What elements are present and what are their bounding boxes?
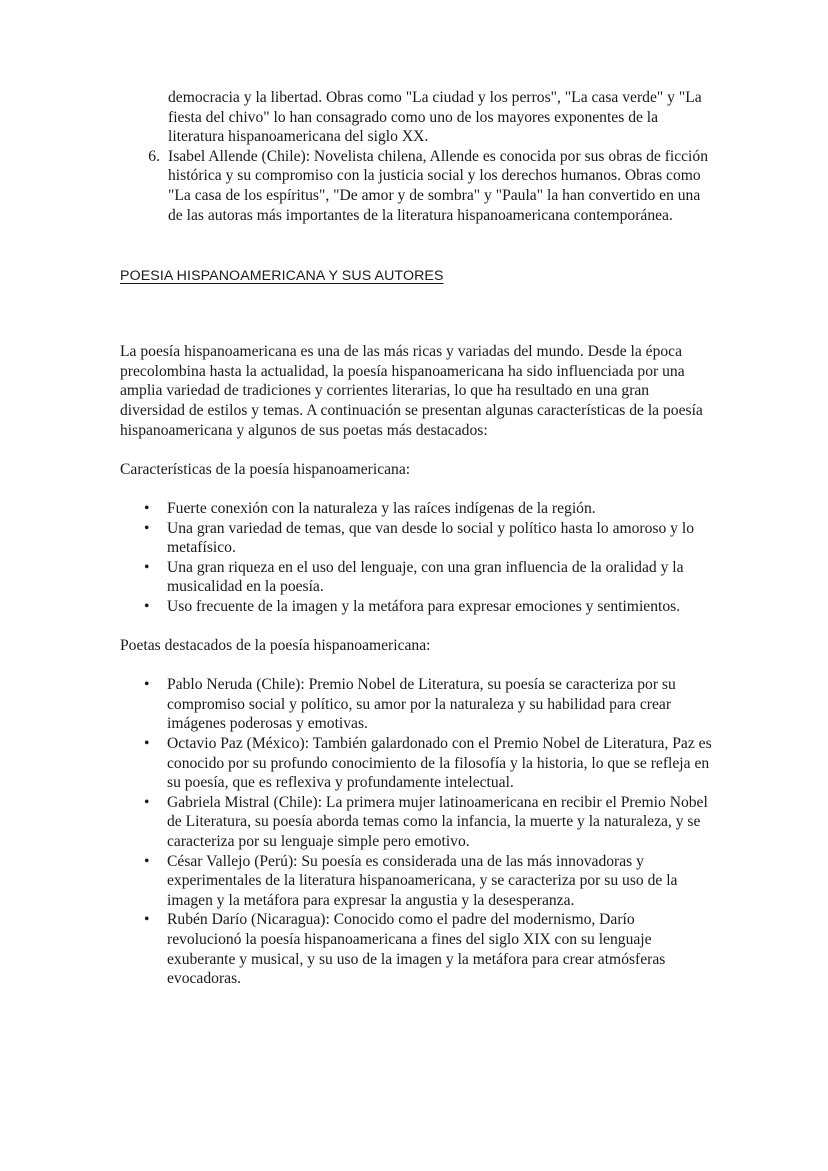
bullet-icon: • <box>144 597 150 615</box>
characteristics-list <box>120 499 712 617</box>
list-item-text: Rubén Darío (Nicaragua): Conocido como el padre del modernismo, Darío revolucionó la poesía hispanoamericana a fines del siglo XIX con su lenguaje exuberante y musical, y su uso de la imagen y la metáfora para crear atmósferas evocadoras. <box>167 911 666 988</box>
list-item-text: Uso frecuente de la imagen y la metáfora para expresar emociones y sentimientos. <box>167 597 681 615</box>
poets-list <box>120 675 712 989</box>
poets-lead: Poetas destacados de la poesía hispanoamericana: <box>120 637 431 655</box>
list-item <box>120 519 712 558</box>
section-heading-block <box>120 267 712 286</box>
bullet-icon: • <box>144 558 150 576</box>
list-item-text: Fuerte conexión con la naturaleza y las raíces indígenas de la región. <box>167 499 596 517</box>
list-item-text: Octavio Paz (México): También galardonado con el Premio Nobel de Literatura, Paz es conocido por su profundo conocimiento de la filosofía y la historia, lo que se refleja en su poesía, que es reflexiva y profundamente intelectual. <box>167 735 712 792</box>
list-item-text: Una gran variedad de temas, que van desde lo social y político hasta lo amoroso y lo metafísico. <box>167 519 695 557</box>
numbered-list <box>120 147 712 225</box>
bullet-icon: • <box>144 499 150 517</box>
characteristics-lead: Características de la poesía hispanoamericana: <box>120 460 411 478</box>
list-item <box>120 558 712 597</box>
continued-paragraph: democracia y la libertad. Obras como "La ciudad y los perros", "La casa verde" y "La fiesta del chivo" lo han consagrado como uno de los mayores exponentes de la literatura hispanoamericana del siglo XX. <box>168 89 702 146</box>
list-item-text: César Vallejo (Perú): Su poesía es considerada una de las más innovadoras y experimentales de la literatura hispanoamericana, y se caracteriza por su uso de la imagen y la metáfora para expresar la angustia y la desesperanza. <box>167 852 678 909</box>
page-title: POESIA HISPANOAMERICANA Y SUS AUTORES <box>120 268 444 285</box>
list-item-marker: 6. <box>148 147 160 165</box>
list-item <box>120 793 712 852</box>
list-item <box>120 597 712 617</box>
bullet-icon: • <box>144 676 150 694</box>
list-item-text: Gabriela Mistral (Chile): La primera mujer latinoamericana en recibir el Premio Nobel de Literatura, su poesía aborda temas como la infancia, la muerte y la naturaleza, y se caracteriza por su lenguaje simple pero emotivo. <box>167 793 708 850</box>
list-item <box>120 910 712 988</box>
intro-paragraph: La poesía hispanoamericana es una de las más ricas y variadas del mundo. Desde la época precolombina hasta la actualidad, la poesía hispanoamericana ha sido influenciada por una amplia variedad de tradiciones y corrientes literarias, lo que ha resultado en una gran diversidad de estilos y temas. A continuación se presentan algunas características de la poesía hispanoamericana y algunos de sus poetas más destacados: <box>120 343 703 439</box>
list-item <box>120 734 712 793</box>
bullet-icon: • <box>144 911 150 929</box>
bullet-icon: • <box>144 735 150 753</box>
bullet-icon: • <box>144 519 150 537</box>
continued-list-block <box>120 88 712 225</box>
list-item-text: Pablo Neruda (Chile): Premio Nobel de Literatura, su poesía se caracteriza por su compromiso social y político, su amor por la naturaleza y su habilidad para crear imágenes poderosas y emotivas. <box>167 676 676 733</box>
bullet-icon: • <box>144 793 150 811</box>
list-item <box>120 675 712 734</box>
list-item <box>120 852 712 911</box>
list-item <box>120 147 712 225</box>
bullet-icon: • <box>144 852 150 870</box>
list-item <box>120 499 712 519</box>
list-item-text: Una gran riqueza en el uso del lenguaje, con una gran influencia de la oralidad y la musicalidad en la poesía. <box>167 558 684 596</box>
page-content <box>120 88 712 989</box>
list-item-text: Isabel Allende (Chile): Novelista chilena, Allende es conocida por sus obras de ficción histórica y su compromiso con la justicia social y los derechos humanos. Obras como "La casa de los espíritus", "De amor y de sombra" y "Paula" la han convertido en una de las autoras más importantes de la literatura hispanoamericana contemporánea. <box>168 147 708 224</box>
